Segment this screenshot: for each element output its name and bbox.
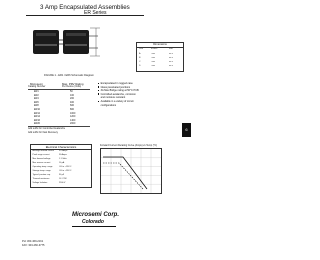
pn-cell: 600: [70, 104, 74, 108]
dim-cell: .xxx: [151, 65, 155, 67]
elec-param: Typical junction cap.: [32, 174, 51, 176]
elec-value: 10 °C/W: [59, 178, 67, 180]
bullet-icon: [98, 101, 99, 102]
electrical-characteristics-table: [30, 144, 92, 188]
elec-value: -55 to +150°C: [59, 166, 72, 168]
dim-cell: C: [139, 61, 141, 63]
elec-param: Thermal resistance: [32, 178, 50, 180]
company-logo-line1: Microsemi Corp.: [72, 212, 120, 218]
dim-cell: .xxx: [151, 57, 155, 59]
figure-caption: FIGURE 1 - ER1 / ER6 Schematic Diagram: [44, 74, 94, 77]
part-photo: [30, 22, 104, 62]
elec-param: Storage temp. range: [32, 170, 51, 172]
pn-cell: ER6: [34, 100, 39, 104]
dim-col-header: DIM: [139, 48, 144, 50]
elec-value: 10 µA: [59, 162, 65, 164]
pn-subheader: Per Device (Volts): [62, 85, 82, 89]
dim-col-header: MM: [169, 48, 173, 50]
elec-param: Max reverse current: [32, 162, 51, 164]
elec-param: Average forward current: [32, 150, 54, 152]
pn-note: Add suffix for Controlled Avalanche: [28, 127, 66, 131]
derating-graph-title: Forward Current Derating Curve (Amps) vs Temp (°C): [100, 144, 157, 147]
pn-cell: 800: [70, 108, 74, 111]
pn-cell: ER1: [34, 90, 39, 93]
pn-cell: ER8: [34, 104, 39, 108]
dimensions-table: [136, 42, 184, 72]
elec-value: 30 pF: [59, 174, 65, 176]
pn-cell: ER4: [34, 97, 39, 101]
pn-cell: 100: [70, 93, 74, 97]
pn-header: Microsemi: [30, 82, 43, 86]
pn-cell: 50: [70, 90, 73, 93]
elec-param: Voltage Isolation: [32, 182, 48, 184]
pn-cell: ER14: [34, 115, 40, 119]
dim-cell: A: [139, 53, 141, 55]
electrical-title: Electrical Characteristics: [31, 145, 91, 150]
dim-cell: .xxx: [151, 53, 155, 55]
dim-cell: D: [139, 65, 141, 67]
elec-value: 1.1 Volts: [59, 158, 67, 160]
page-subtitle: ER Series: [84, 10, 107, 16]
pn-header: Max. PRV Rating: [62, 82, 84, 86]
company-logo-line2: Colorado: [82, 219, 104, 225]
elec-value: 2500 V: [59, 182, 66, 184]
part-number-table: [26, 82, 92, 137]
bullet-icon: [98, 93, 99, 94]
dim-cell: xx.x: [169, 65, 173, 67]
bullet-icon: [98, 83, 99, 84]
feature-text: Available in a variety of circuit: [100, 99, 134, 103]
pn-cell: ER20: [34, 122, 40, 126]
elec-value: 3.0 Amps: [59, 150, 68, 152]
dim-cell: xx.x: [169, 61, 173, 63]
elec-value: 50 Amps: [59, 154, 67, 156]
pn-cell: 2000: [70, 122, 76, 126]
pn-cell: ER10: [34, 108, 40, 111]
pn-cell: 400: [70, 100, 74, 104]
feature-continuation: and moisture resistant: [100, 96, 126, 100]
page-title: 3 Amp Encapsulated Assemblies: [40, 4, 130, 11]
title-rule: [26, 15, 144, 16]
pn-cell: 1000: [70, 111, 76, 115]
feature-continuation: configurations: [100, 103, 117, 107]
pn-cell: ER12: [34, 111, 40, 115]
derating-graph: [100, 148, 162, 194]
elec-param: Max forward voltage: [32, 158, 51, 160]
elec-param: Peak surge current: [32, 154, 50, 156]
feature-text: Glass passivated junctions: [100, 85, 131, 89]
features-list: [98, 82, 160, 107]
dim-cell: xx.x: [169, 57, 173, 59]
feature-text: Controlled avalanche, corrosion: [100, 92, 136, 96]
pn-subheader: Catalog Number: [28, 85, 46, 89]
pn-cell: ER16: [34, 118, 40, 122]
pn-note: Add suffix for Fast Recovery: [28, 130, 58, 134]
contact-phone: PH: 303-469-2161: [22, 240, 44, 243]
dim-col-header: Inches: [151, 48, 158, 50]
elec-param: Operating temp. range: [32, 166, 53, 168]
dimensions-title: Dimensions: [137, 43, 183, 48]
feature-text: 3A Max Bridge rating at 50°C PCB: [100, 89, 139, 93]
dim-cell: xx.x: [169, 53, 173, 55]
feature-text: Encapsulated in rugged case: [100, 82, 133, 85]
pn-cell: 200: [70, 97, 74, 101]
pn-cell: ER2: [34, 93, 39, 97]
pn-cell: 1400: [70, 118, 76, 122]
bullet-icon: [98, 86, 99, 87]
pn-cell: 1200: [70, 115, 76, 119]
elec-value: -55 to +150°C: [59, 170, 72, 172]
dim-cell: .xxx: [151, 61, 155, 63]
logo-rule: [72, 226, 116, 227]
dim-cell: B: [139, 57, 141, 59]
bullet-icon: [98, 90, 99, 91]
contact-fax: FAX: 303-466-3775: [22, 244, 45, 247]
page-tab: 6: [182, 123, 191, 137]
